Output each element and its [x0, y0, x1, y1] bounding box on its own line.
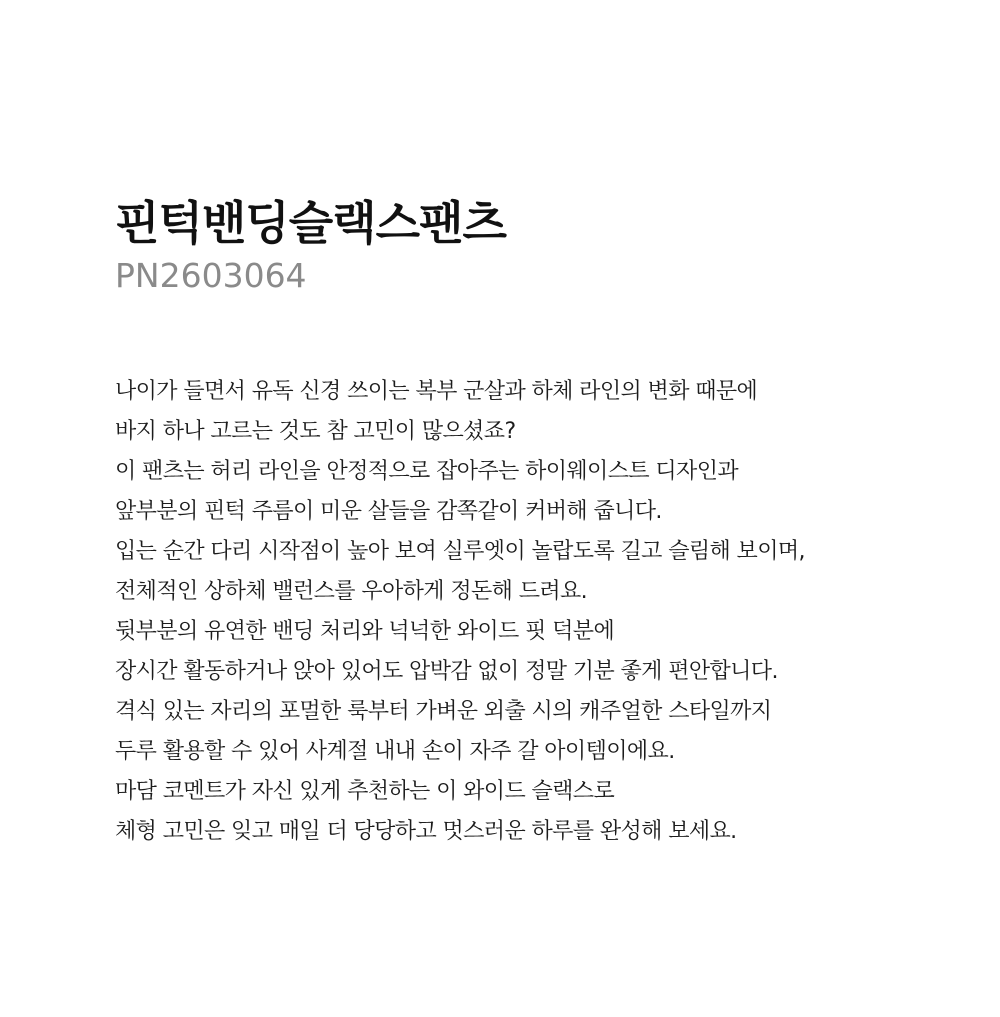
- product-header: [115, 192, 975, 298]
- description-line: 전체적인 상하체 밸런스를 우아하게 정돈해 드려요.: [115, 579, 588, 604]
- product-code: PN2603064: [115, 256, 307, 295]
- description-line: 마담 코멘트가 자신 있게 추천하는 이 와이드 슬랙스로: [115, 779, 615, 804]
- description-line: 뒷부분의 유연한 밴딩 처리와 넉넉한 와이드 핏 덕분에: [115, 619, 615, 644]
- description-line: 나이가 들면서 유독 신경 쓰이는 복부 군살과 하체 라인의 변화 때문에: [115, 379, 758, 404]
- description-line: 앞부분의 핀턱 주름이 미운 살들을 감쪽같이 커버해 줍니다.: [115, 499, 662, 524]
- description-line: 장시간 활동하거나 앉아 있어도 압박감 없이 정말 기분 좋게 편안합니다.: [115, 659, 778, 684]
- description-line: 두루 활용할 수 있어 사계절 내내 손이 자주 갈 아이템이에요.: [115, 739, 675, 764]
- description-line: 이 팬츠는 허리 라인을 안정적으로 잡아주는 하이웨이스트 디자인과: [115, 459, 739, 484]
- product-description: [115, 372, 985, 852]
- description-line: 바지 하나 고르는 것도 참 고민이 많으셨죠?: [115, 419, 516, 444]
- description-line: 체형 고민은 잊고 매일 더 당당하고 멋스러운 하루를 완성해 보세요.: [115, 819, 737, 844]
- description-line: 입는 순간 다리 시작점이 높아 보여 실루엣이 놀랍도록 길고 슬림해 보이며,: [115, 539, 805, 564]
- product-title: 핀턱밴딩슬랙스팬츠: [115, 196, 506, 250]
- description-line: 격식 있는 자리의 포멀한 룩부터 가벼운 외출 시의 캐주얼한 스타일까지: [115, 699, 772, 724]
